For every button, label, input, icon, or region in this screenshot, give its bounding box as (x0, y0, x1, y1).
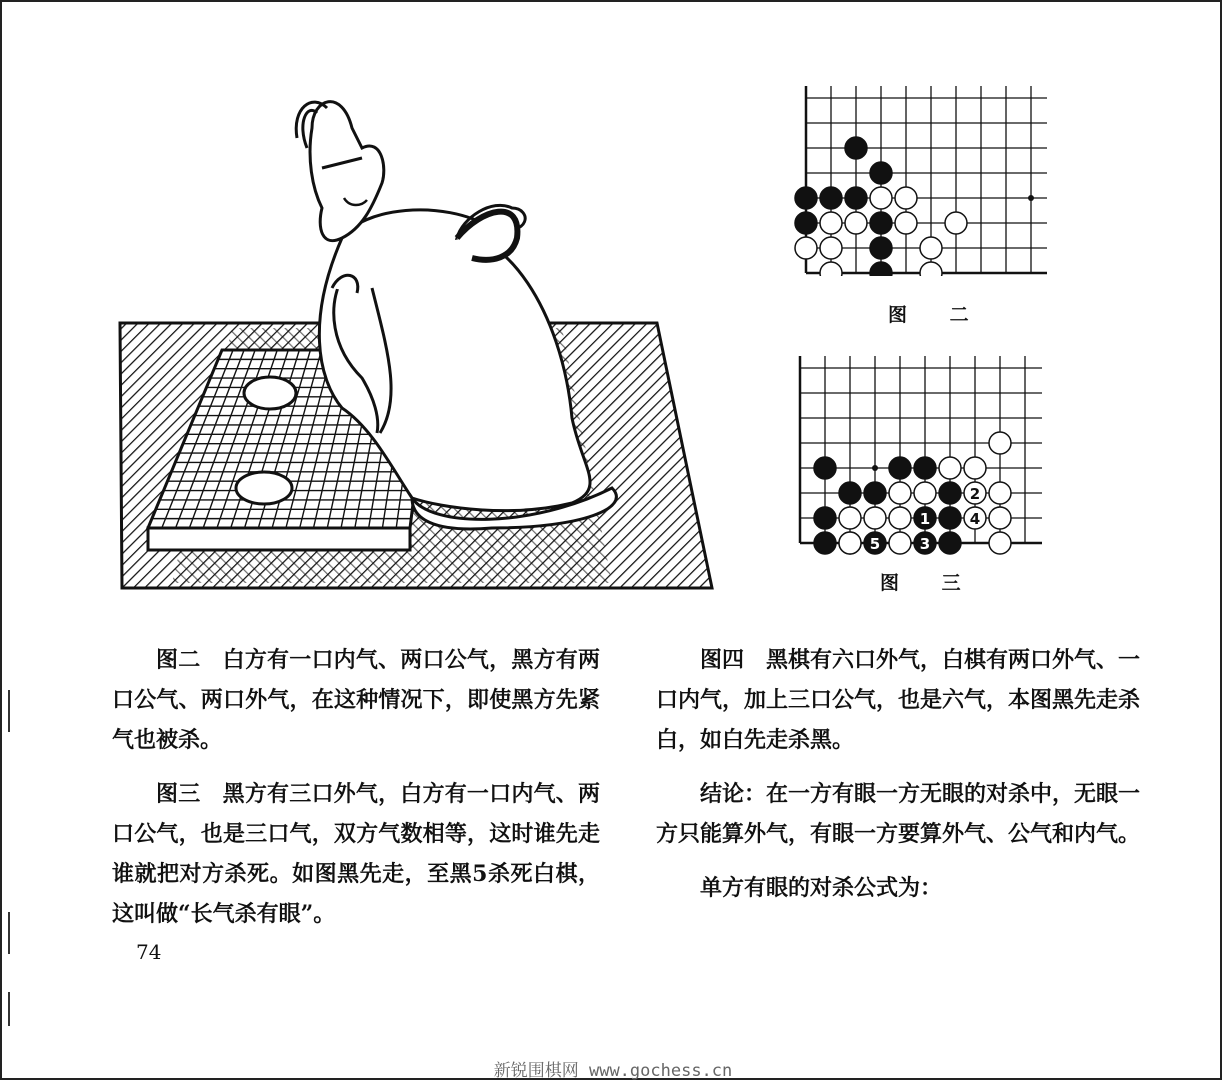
move-number-4: 4 (969, 510, 981, 528)
page-number: 74 (136, 940, 162, 964)
black-stone (939, 532, 961, 554)
star-point (872, 465, 878, 471)
paragraph-figure-4: 图四 黑棋有六口外气，白棋有两口外气、一口内气，加上三口公气，也是六气，本图黑先走杀白，如白先走杀黑。 (656, 647, 1141, 753)
white-stone (839, 532, 861, 554)
black-stone (845, 187, 867, 209)
go-diagram-figure-2 (792, 86, 1052, 276)
scholar-illustration (112, 88, 722, 598)
move-number-1: 1 (919, 510, 931, 528)
star-point (1028, 195, 1034, 201)
white-stone (989, 507, 1011, 529)
left-text-column (112, 640, 600, 948)
margin-mark (8, 912, 10, 954)
white-stone (820, 237, 842, 259)
white-stone (895, 212, 917, 234)
black-stone (814, 532, 836, 554)
paragraph-formula-intro: 单方有眼的对杀公式为： (700, 875, 943, 901)
black-stone (914, 457, 936, 479)
white-stone (820, 212, 842, 234)
white-stone (964, 457, 986, 479)
move-number-5: 5 (869, 535, 881, 553)
go-diagram-figure-3 (792, 356, 1052, 560)
black-stone (820, 187, 842, 209)
white-stone (945, 212, 967, 234)
black-stone (870, 162, 892, 184)
white-stone (914, 482, 936, 504)
figure-3-caption: 图 三 (880, 572, 979, 594)
black-stone (845, 137, 867, 159)
black-stone (814, 457, 836, 479)
white-stone (839, 507, 861, 529)
black-stone (870, 212, 892, 234)
black-stone (814, 507, 836, 529)
black-stone (795, 187, 817, 209)
black-stone (795, 212, 817, 234)
figure-2-caption: 图 二 (888, 304, 987, 326)
white-stone (989, 432, 1011, 454)
white-stone (820, 262, 842, 276)
white-stone (889, 507, 911, 529)
black-stone (864, 482, 886, 504)
white-stone (889, 482, 911, 504)
black-stone (939, 482, 961, 504)
white-stone (939, 457, 961, 479)
paragraph-figure-2: 图二 白方有一口内气、两口公气，黑方有两口公气、两口外气，在这种情况下，即使黑方先紧气也被杀。 (112, 647, 600, 753)
margin-mark (8, 992, 10, 1026)
white-stone (920, 237, 942, 259)
white-stone (845, 212, 867, 234)
black-stone (939, 507, 961, 529)
white-stone (989, 532, 1011, 554)
white-stone (870, 187, 892, 209)
move-number-3: 3 (919, 535, 931, 553)
paragraph-conclusion: 结论：在一方有眼一方无眼的对杀中，无眼一方只能算外气，有眼一方要算外气、公气和内气。 (656, 781, 1141, 847)
black-stone (870, 237, 892, 259)
margin-mark (8, 690, 10, 732)
white-stone (920, 262, 942, 276)
paragraph-figure-3: 图三 黑方有三口外气，白方有一口内气、两口公气，也是三口气，双方气数相等，这时谁先走谁就把对方杀死。如图黑先走，至黑5杀死白棋，这叫做“长气杀有眼”。 (112, 781, 600, 927)
white-stone (864, 507, 886, 529)
site-watermark: 新锐围棋网 www.gochess.cn (493, 1061, 733, 1081)
white-stone (989, 482, 1011, 504)
white-stone (795, 237, 817, 259)
black-stone (839, 482, 861, 504)
white-stone (895, 187, 917, 209)
move-number-2: 2 (969, 485, 981, 503)
white-stone (889, 532, 911, 554)
black-stone (870, 262, 892, 276)
right-text-column (656, 640, 1140, 922)
black-stone (889, 457, 911, 479)
